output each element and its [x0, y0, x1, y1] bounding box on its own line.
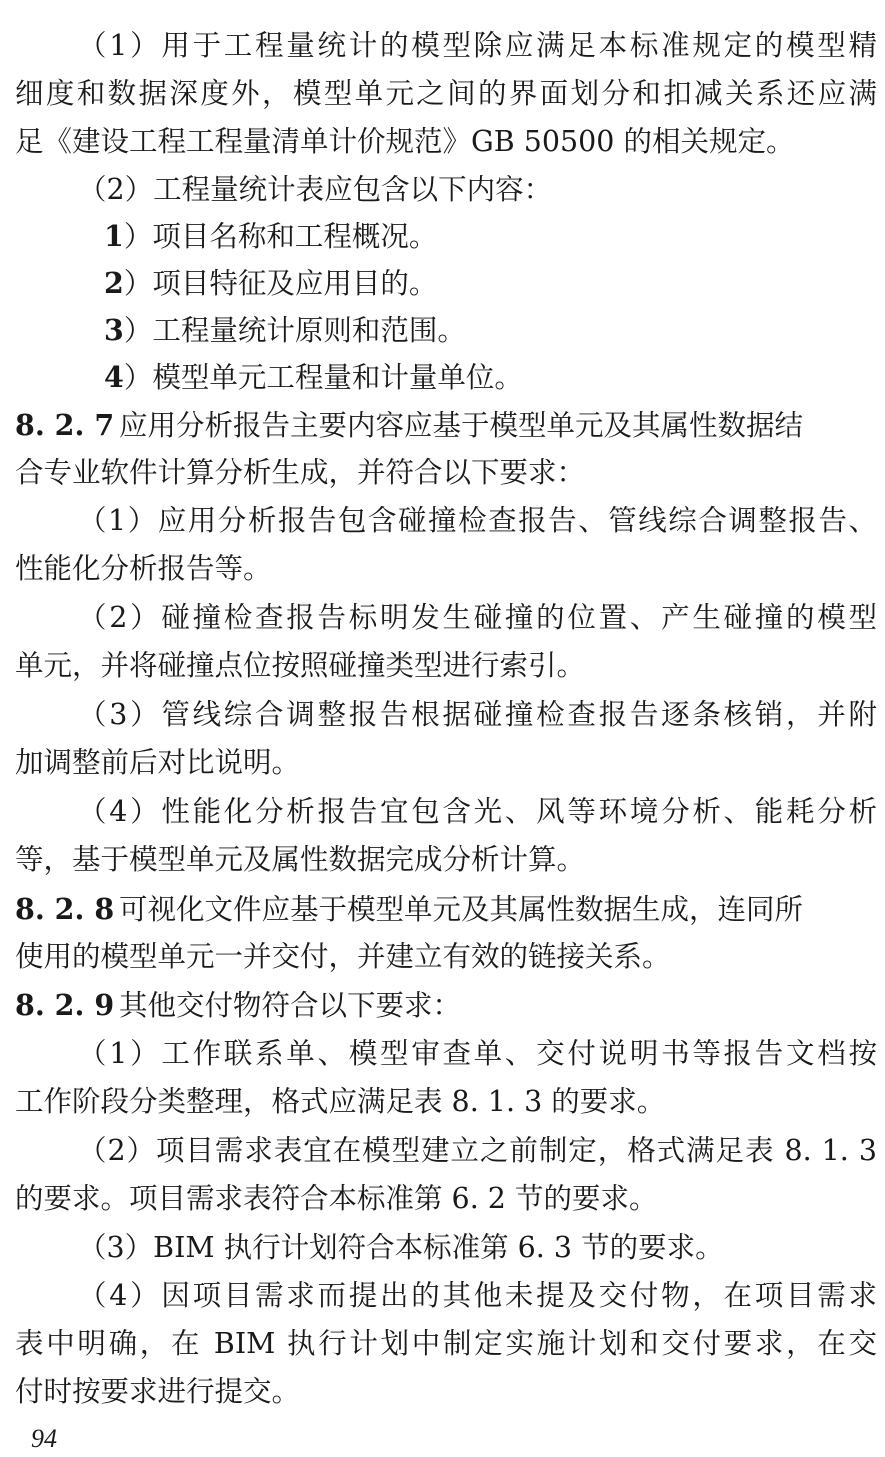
- paragraph-line: 表中明确，在 BIM 执行计划中制定实施计划和交付要求，在交: [15, 1327, 877, 1360]
- page-number: 94: [31, 1424, 57, 1453]
- paragraph-line: 等，基于模型单元及属性数据完成分析计算。: [15, 843, 586, 876]
- list-item-text: ）工程量统计原则和范围。: [123, 314, 466, 347]
- clause-number: 8. 2. 8: [15, 892, 115, 926]
- list-item-number: 1: [104, 219, 124, 253]
- list-item-text: ）项目名称和工程概况。: [123, 220, 438, 253]
- list-item-text: ）项目特征及应用目的。: [123, 267, 438, 300]
- paragraph-line: 加调整前后对比说明。: [15, 746, 301, 779]
- clause-text: 其他交付物符合以下要求：: [119, 989, 462, 1022]
- clause-text: 可视化文件应基于模型单元及其属性数据生成，连同所: [119, 893, 804, 926]
- clause-text: 应用分析报告主要内容应基于模型单元及其属性数据结: [119, 409, 804, 442]
- paragraph-line: 足《建设工程工程量清单计价规范》GB 50500 的相关规定。: [15, 125, 795, 158]
- list-item-number: 2: [104, 266, 124, 300]
- paragraph-line: 的要求。项目需求表符合本标准第 6. 2 节的要求。: [15, 1182, 658, 1215]
- paragraph-line: （2）项目需求表宜在模型建立之前制定，格式满足表 8. 1. 3: [78, 1134, 877, 1167]
- clause-line: [15, 985, 877, 1025]
- paragraph-line: 性能化分析报告等。: [15, 552, 272, 585]
- paragraph-line: 工作阶段分类整理，格式应满足表 8. 1. 3 的要求。: [15, 1085, 666, 1118]
- paragraph-line: 付时按要求进行提交。: [15, 1375, 301, 1408]
- paragraph-line: （1）工作联系单、模型审查单、交付说明书等报告文档按: [78, 1037, 877, 1070]
- clause-line: [15, 889, 877, 929]
- paragraph-line: 单元，并将碰撞点位按照碰撞类型进行索引。: [15, 649, 586, 682]
- clause-number: 8. 2. 9: [15, 988, 115, 1022]
- list-item-text: ）模型单元工程量和计量单位。: [123, 361, 523, 394]
- paragraph-line: （2）碰撞检查报告标明发生碰撞的位置、产生碰撞的模型: [78, 601, 877, 634]
- clause-line: [15, 405, 877, 445]
- paragraph-line: 合专业软件计算分析生成，并符合以下要求：: [15, 456, 586, 489]
- paragraph-line: （1）应用分析报告包含碰撞检查报告、管线综合调整报告、: [78, 504, 877, 537]
- clause-number: 8. 2. 7: [15, 408, 115, 442]
- list-item: [104, 216, 877, 256]
- paragraph-line: （3）管线综合调整报告根据碰撞检查报告逐条核销，并附: [78, 698, 877, 731]
- paragraph-line: （4）因项目需求而提出的其他未提及交付物，在项目需求: [78, 1279, 877, 1312]
- paragraph-line: （4）性能化分析报告宜包含光、风等环境分析、能耗分析: [78, 795, 877, 828]
- list-item-number: 3: [104, 313, 124, 347]
- paragraph-line: （1）用于工程量统计的模型除应满足本标准规定的模型精: [78, 29, 877, 62]
- paragraph-line: （3）BIM 执行计划符合本标准第 6. 3 节的要求。: [78, 1231, 724, 1264]
- list-item: [104, 263, 877, 303]
- list-item: [104, 357, 877, 397]
- paragraph-line: 细度和数据深度外，模型单元之间的界面划分和扣减关系还应满: [15, 77, 877, 110]
- list-item: [104, 310, 877, 350]
- paragraph-line: 使用的模型单元一并交付，并建立有效的链接关系。: [15, 940, 671, 973]
- list-item-number: 4: [104, 360, 124, 394]
- paragraph-line: （2）工程量统计表应包含以下内容：: [78, 173, 553, 206]
